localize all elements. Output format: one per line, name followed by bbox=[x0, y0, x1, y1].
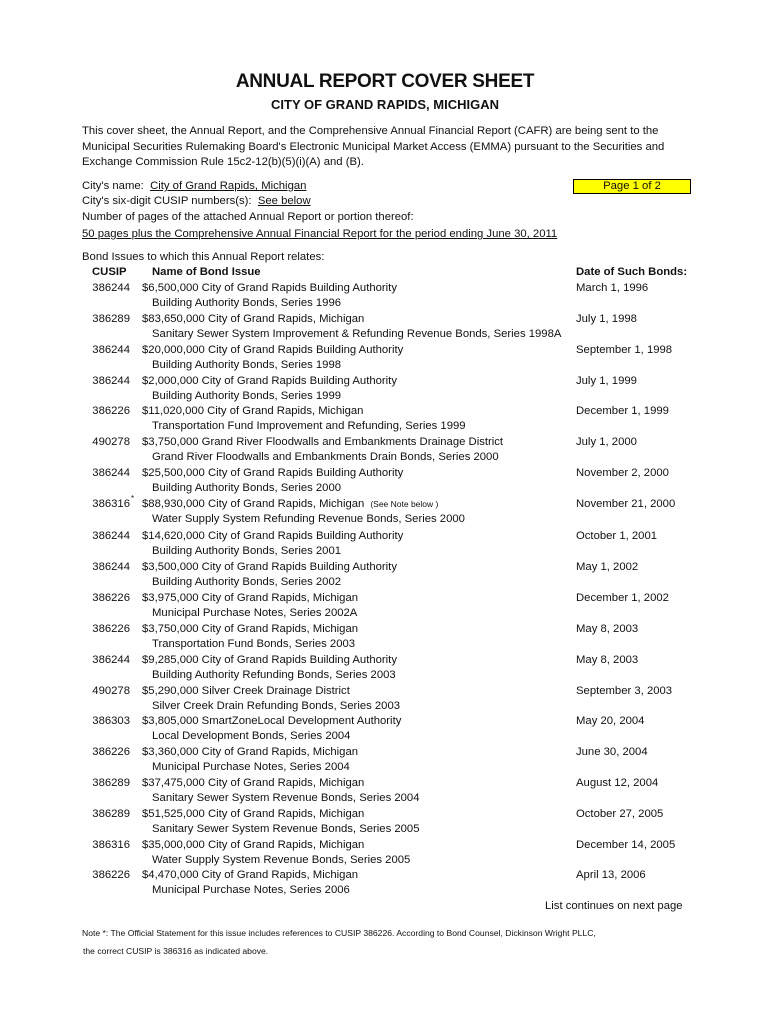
table-row bbox=[0, 685, 770, 716]
row-bond-name-text: $6,500,000 City of Grand Rapids Building Authority bbox=[142, 282, 397, 294]
row-note-ref: (See Note below ) bbox=[370, 499, 439, 509]
row-bond-name bbox=[142, 405, 369, 417]
row-series: Sanitary Sewer System Revenue Bonds, Series 2005 bbox=[152, 823, 420, 835]
row-series: Building Authority Refunding Bonds, Series 2003 bbox=[152, 669, 396, 681]
row-bond-name-text: $14,620,000 City of Grand Rapids Building Authority bbox=[142, 530, 404, 542]
row-series: Silver Creek Drain Refunding Bonds, Series 2003 bbox=[152, 700, 401, 712]
row-cusip: 386289 bbox=[92, 777, 130, 789]
table-row bbox=[0, 746, 770, 777]
table-row bbox=[0, 436, 770, 467]
row-bond-name-text: $3,975,000 City of Grand Rapids, Michigan bbox=[142, 592, 359, 604]
row-bond-name-text: $2,000,000 City of Grand Rapids Building Authority bbox=[142, 375, 397, 387]
pages-value: 50 pages plus the Comprehensive Annual Financial Report for the period ending June 30, 2011 bbox=[82, 228, 558, 240]
row-series: Building Authority Bonds, Series 2001 bbox=[152, 545, 342, 557]
row-cusip: 386244 bbox=[92, 375, 130, 387]
row-series: Municipal Purchase Notes, Series 2004 bbox=[152, 761, 350, 773]
row-bond-name bbox=[142, 530, 409, 542]
row-cusip: 386244 bbox=[92, 282, 130, 294]
row-bond-name-text: $5,290,000 Silver Creek Drainage District bbox=[142, 685, 350, 697]
row-bond-name bbox=[142, 282, 403, 294]
footnote-line-2: the correct CUSIP is 386316 as indicated above. bbox=[83, 946, 269, 956]
table-row bbox=[0, 869, 770, 900]
row-bond-name bbox=[142, 344, 409, 356]
row-bond-name bbox=[142, 375, 403, 387]
table-row bbox=[0, 623, 770, 654]
row-bond-name-text: $37,475,000 City of Grand Rapids, Michigan bbox=[142, 777, 365, 789]
footnote bbox=[82, 924, 596, 960]
row-series: Water Supply System Revenue Bonds, Series 2005 bbox=[152, 854, 411, 866]
row-bond-name bbox=[142, 808, 370, 820]
row-series: Transportation Fund Improvement and Refunding, Series 1999 bbox=[152, 420, 466, 432]
row-bond-name bbox=[142, 436, 509, 448]
column-header-cusip: CUSIP bbox=[92, 266, 127, 278]
table-row bbox=[0, 808, 770, 839]
city-name-label: City's name: bbox=[82, 180, 144, 192]
row-bond-name bbox=[142, 498, 438, 510]
city-name-value: City of Grand Rapids, Michigan bbox=[150, 180, 307, 192]
continues-note: List continues on next page bbox=[545, 900, 683, 912]
city-name-line bbox=[82, 180, 306, 192]
row-series: Building Authority Bonds, Series 2000 bbox=[152, 482, 342, 494]
table-row bbox=[0, 839, 770, 870]
row-cusip: 386289 bbox=[92, 808, 130, 820]
row-bond-name bbox=[142, 777, 370, 789]
row-date: July 1, 2000 bbox=[576, 436, 637, 448]
row-cusip: 490278 bbox=[92, 436, 130, 448]
table-row bbox=[0, 530, 770, 561]
row-bond-name-text: $51,525,000 City of Grand Rapids, Michigan bbox=[142, 808, 365, 820]
row-date: March 1, 1996 bbox=[576, 282, 649, 294]
footnote-line-1: Note *: The Official Statement for this issue includes references to CUSIP 386226. According to Bond Counsel, Dickinson Wright PLLC, bbox=[82, 928, 596, 938]
row-bond-name bbox=[142, 685, 356, 697]
row-date: September 1, 1998 bbox=[576, 344, 673, 356]
row-date: August 12, 2004 bbox=[576, 777, 659, 789]
row-cusip: 386226 bbox=[92, 869, 130, 881]
cusip-value: See below bbox=[257, 195, 311, 207]
row-date: November 2, 2000 bbox=[576, 467, 669, 479]
table-row bbox=[0, 375, 770, 406]
row-date: May 20, 2004 bbox=[576, 715, 645, 727]
row-cusip: 386226 bbox=[92, 623, 130, 635]
table-row bbox=[0, 467, 770, 498]
row-date: September 3, 2003 bbox=[576, 685, 673, 697]
row-cusip: 386244 bbox=[92, 654, 130, 666]
row-date: December 1, 1999 bbox=[576, 405, 669, 417]
row-cusip: 386244 bbox=[92, 344, 130, 356]
row-footnote-marker: * bbox=[131, 494, 135, 503]
column-header-date: Date of Such Bonds: bbox=[576, 266, 688, 278]
page-indicator: Page 1 of 2 bbox=[573, 179, 691, 194]
page-subtitle: CITY OF GRAND RAPIDS, MICHIGAN bbox=[271, 97, 499, 112]
row-date: May 8, 2003 bbox=[576, 623, 639, 635]
row-date: December 14, 2005 bbox=[576, 839, 676, 851]
row-bond-name-text: $3,360,000 City of Grand Rapids, Michigan bbox=[142, 746, 359, 758]
table-row bbox=[0, 494, 770, 529]
row-bond-name bbox=[142, 746, 364, 758]
row-bond-name-text: $25,500,000 City of Grand Rapids Building Authority bbox=[142, 467, 404, 479]
row-series: Building Authority Bonds, Series 1998 bbox=[152, 359, 342, 371]
row-series: Municipal Purchase Notes, Series 2006 bbox=[152, 884, 350, 896]
row-cusip: 386226 bbox=[92, 592, 130, 604]
table-row bbox=[0, 561, 770, 592]
row-bond-name-text: $9,285,000 City of Grand Rapids Building Authority bbox=[142, 654, 397, 666]
table-row bbox=[0, 405, 770, 436]
row-date: May 1, 2002 bbox=[576, 561, 639, 573]
row-date: October 27, 2005 bbox=[576, 808, 664, 820]
row-cusip: 386226 bbox=[92, 746, 130, 758]
row-date: May 8, 2003 bbox=[576, 654, 639, 666]
row-bond-name bbox=[142, 654, 403, 666]
row-bond-name-text: $11,020,000 City of Grand Rapids, Michigan bbox=[142, 405, 364, 417]
row-cusip: 386244 bbox=[92, 561, 130, 573]
table-row bbox=[0, 777, 770, 808]
row-bond-name-text: $20,000,000 City of Grand Rapids Building Authority bbox=[142, 344, 404, 356]
row-bond-name bbox=[142, 869, 364, 881]
row-date: December 1, 2002 bbox=[576, 592, 669, 604]
intro-paragraph: This cover sheet, the Annual Report, and the Comprehensive Annual Financial Report (CAFR) are being sent to the Municipal Securities Rulemaking Board's Electronic Municipal Market Access (EMMA) pursuant to the Securities and Exchange Commission Rule 15c2-12(b)(5)(i)(A) and (B). bbox=[82, 125, 665, 168]
table-row bbox=[0, 654, 770, 685]
row-series: Transportation Fund Bonds, Series 2003 bbox=[152, 638, 356, 650]
row-series: Municipal Purchase Notes, Series 2002A bbox=[152, 607, 358, 619]
page-title: ANNUAL REPORT COVER SHEET bbox=[235, 71, 535, 92]
row-cusip: 386244 bbox=[92, 530, 130, 542]
row-series: Water Supply System Refunding Revenue Bonds, Series 2000 bbox=[152, 513, 465, 525]
table-row bbox=[0, 592, 770, 623]
row-date: July 1, 1998 bbox=[576, 313, 637, 325]
column-header-name: Name of Bond Issue bbox=[152, 266, 261, 278]
cusip-line bbox=[82, 195, 311, 207]
row-date: October 1, 2001 bbox=[576, 530, 658, 542]
row-cusip: 386303 bbox=[92, 715, 130, 727]
row-date: June 30, 2004 bbox=[576, 746, 648, 758]
row-bond-name bbox=[142, 561, 403, 573]
row-series: Local Development Bonds, Series 2004 bbox=[152, 730, 351, 742]
row-cusip: 490278 bbox=[92, 685, 130, 697]
row-cusip: 386244 bbox=[92, 467, 130, 479]
row-bond-name-text: $83,650,000 City of Grand Rapids, Michigan bbox=[142, 313, 365, 325]
table-row bbox=[0, 715, 770, 746]
row-cusip: 386316 bbox=[92, 839, 130, 851]
row-date: April 13, 2006 bbox=[576, 869, 646, 881]
row-bond-name bbox=[142, 623, 364, 635]
row-bond-name bbox=[142, 592, 364, 604]
row-series: Building Authority Bonds, Series 1996 bbox=[152, 297, 342, 309]
row-bond-name bbox=[142, 715, 407, 727]
table-row bbox=[0, 282, 770, 313]
row-bond-name-text: $3,750,000 City of Grand Rapids, Michigan bbox=[142, 623, 359, 635]
row-series: Grand River Floodwalls and Embankments Drain Bonds, Series 2000 bbox=[152, 451, 499, 463]
row-bond-name-text: $3,500,000 City of Grand Rapids Building Authority bbox=[142, 561, 397, 573]
row-bond-name-text: $3,750,000 Grand River Floodwalls and Embankments Drainage District bbox=[142, 436, 504, 448]
row-bond-name-text: $4,470,000 City of Grand Rapids, Michigan bbox=[142, 869, 359, 881]
row-bond-name-text: $88,930,000 City of Grand Rapids, Michigan bbox=[142, 498, 365, 510]
row-series: Sanitary Sewer System Improvement & Refunding Revenue Bonds, Series 1998A bbox=[152, 328, 562, 340]
table-row bbox=[0, 344, 770, 375]
row-series: Building Authority Bonds, Series 1999 bbox=[152, 390, 342, 402]
row-series: Building Authority Bonds, Series 2002 bbox=[152, 576, 342, 588]
cusip-label: City's six-digit CUSIP numbers(s): bbox=[82, 195, 252, 207]
row-bond-name bbox=[142, 313, 370, 325]
row-date: November 21, 2000 bbox=[576, 498, 676, 510]
row-bond-name bbox=[142, 839, 370, 851]
pages-label: Number of pages of the attached Annual Report or portion thereof: bbox=[82, 211, 414, 223]
row-bond-name bbox=[142, 467, 409, 479]
bond-issues-intro: Bond Issues to which this Annual Report relates: bbox=[82, 251, 325, 263]
row-cusip: 386226 bbox=[92, 405, 130, 417]
row-bond-name-text: $3,805,000 SmartZoneLocal Development Authority bbox=[142, 715, 402, 727]
row-date: July 1, 1999 bbox=[576, 375, 637, 387]
table-row bbox=[0, 313, 770, 344]
row-series: Sanitary Sewer System Revenue Bonds, Series 2004 bbox=[152, 792, 420, 804]
row-cusip: 386316 bbox=[92, 498, 130, 510]
row-bond-name-text: $35,000,000 City of Grand Rapids, Michigan bbox=[142, 839, 365, 851]
row-cusip: 386289 bbox=[92, 313, 130, 325]
